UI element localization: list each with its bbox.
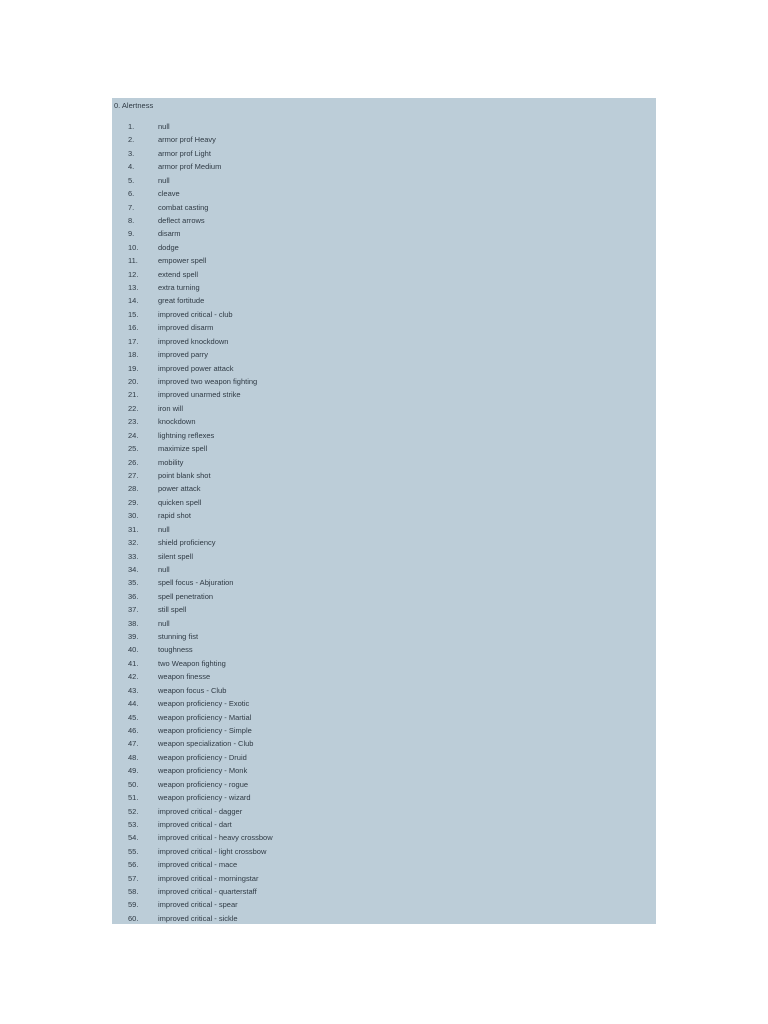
list-item-label: null [158,618,170,628]
list-item-number: 37. [128,605,139,615]
list-item-label: weapon proficiency - wizard [158,793,251,803]
list-item-label: improved critical - light crossbow [158,846,267,856]
list-item-label: point blank shot [158,470,211,480]
list-item-label: armor prof Medium [158,162,222,172]
list-item-label: weapon focus - Club [158,685,227,695]
list-item-number: 39. [128,632,139,642]
list-item-number: 24. [128,430,139,440]
list-item-number: 36. [128,591,139,601]
list-item-label: extend spell [158,269,199,279]
list-item-number: 22. [128,403,139,413]
list-item-number: 7. [128,202,135,212]
list-item-label: mobility [158,457,184,467]
list-item-number: 27. [128,470,139,480]
list-item-label: extra turning [158,283,200,293]
list-item-number: 13. [128,283,139,293]
list-item-label: improved unarmed strike [158,390,241,400]
list-item-number: 9. [128,229,135,239]
list-item-number: 30. [128,511,139,521]
list-item-number: 34. [128,564,139,574]
list-item-number: 5. [128,175,135,185]
list-item-number: 26. [128,457,139,467]
list-item-label: great fortitude [158,296,205,306]
list-item-number: 44. [128,699,139,709]
list-item-number: 16. [128,323,139,333]
list-item-label: improved two weapon fighting [158,377,258,387]
list-item-label: shield proficiency [158,538,216,548]
list-item-label: armor prof Heavy [158,135,216,145]
list-item-label: null [158,524,170,534]
list-item-label: weapon proficiency - rogue [158,779,249,789]
list-item-number: 33. [128,551,139,561]
list-item-number: 31. [128,524,139,534]
list-item-label: null [158,175,170,185]
list-item-number: 52. [128,806,139,816]
list-item-number: 48. [128,752,139,762]
list-item-number: 55. [128,846,139,856]
list-item-number: 56. [128,860,139,870]
list-item-number: 6. [128,189,135,199]
list-item-label: silent spell [158,551,194,561]
list-item-label: improved critical - club [158,309,233,319]
list-item-number: 20. [128,377,139,387]
list-item-number: 54. [128,833,139,843]
list-item-number: 53. [128,819,139,829]
list-item-label: disarm [158,229,181,239]
list-item-label: stunning fist [158,632,199,642]
list-item-label: weapon specialization - Club [158,739,254,749]
list-item-number: 59. [128,900,139,910]
list-item-number: 8. [128,215,135,225]
list-item-number: 10. [128,242,139,252]
list-item-label: spell focus - Abjuration [158,578,234,588]
list-item-label: toughness [158,645,193,655]
list-item-number: 35. [128,578,139,588]
list-item-number: 19. [128,363,139,373]
document-panel [112,98,656,924]
list-item-label: weapon proficiency - Martial [158,712,252,722]
list-item-number: 25. [128,444,139,454]
list-item-label: improved knockdown [158,336,229,346]
list-item-label: iron will [158,403,184,413]
list-item-label: combat casting [158,202,209,212]
list-item-number: 38. [128,618,139,628]
list-item-label: improved parry [158,350,209,360]
list-item-label: improved critical - mace [158,860,238,870]
list-item-label: weapon proficiency - Exotic [158,699,250,709]
list-item-number: 18. [128,350,139,360]
list-item-label: two Weapon fighting [158,658,226,668]
list-item-label: armor prof Light [158,148,211,158]
list-item-number: 29. [128,497,139,507]
list-item-label: lightning reflexes [158,430,215,440]
list-item-label: maximize spell [158,444,208,454]
list-item-label: null [158,122,170,131]
list-item-number: 3. [128,148,135,158]
list-item-number: 41. [128,658,139,668]
list-item-label: weapon proficiency - Druid [158,752,247,762]
list-item-label: quicken spell [158,497,202,507]
list-heading: 0. Alertness [114,101,154,110]
list-item-label: knockdown [158,417,196,427]
list-item-number: 40. [128,645,139,655]
list-item-number: 4. [128,162,135,172]
list-item-number: 49. [128,766,139,776]
list-item-label: still spell [158,605,187,615]
list-item-label: rapid shot [158,511,191,521]
list-item-number: 60. [128,913,139,923]
list-item-label: weapon proficiency - Simple [158,725,252,735]
list-item-number: 17. [128,336,139,346]
list-item-label: improved critical - sickle [158,913,238,923]
list-item-label: improved critical - heavy crossbow [158,833,273,843]
list-item-number: 1. [128,122,135,131]
list-item-label: improved critical - morningstar [158,873,259,883]
list-item-label: spell penetration [158,591,214,601]
list-item-number: 15. [128,309,139,319]
list-item-label: weapon proficiency - Monk [158,766,248,776]
list-item-number: 12. [128,269,139,279]
list-item-number: 23. [128,417,139,427]
list-item-label: improved disarm [158,323,214,333]
list-item-number: 14. [128,296,139,306]
list-item-number: 51. [128,793,139,803]
list-item-number: 45. [128,712,139,722]
list-item-label: weapon finesse [158,672,211,682]
list-item-label: improved power attack [158,363,234,373]
list-item-label: empower spell [158,256,207,266]
list-item-label: cleave [158,189,180,199]
list-item-label: power attack [158,484,201,494]
list-item-label: dodge [158,242,179,252]
list-item-number: 2. [128,135,135,145]
list-item-label: null [158,564,170,574]
list-item-number: 50. [128,779,139,789]
list-item-number: 32. [128,538,139,548]
list-item-number: 21. [128,390,139,400]
list-item-number: 47. [128,739,139,749]
list-item-number: 28. [128,484,139,494]
list-item-label: improved critical - dart [158,819,232,829]
list-item-label: improved critical - dagger [158,806,243,816]
list-item-label: improved critical - spear [158,900,238,910]
list-item-label: deflect arrows [158,215,205,225]
list-item-number: 57. [128,873,139,883]
list-item-label: improved critical - quarterstaff [158,887,257,897]
list-item-number: 42. [128,672,139,682]
list-item-number: 58. [128,887,139,897]
list-item-number: 46. [128,725,139,735]
list-item-number: 11. [128,256,138,266]
list-item-number: 43. [128,685,139,695]
